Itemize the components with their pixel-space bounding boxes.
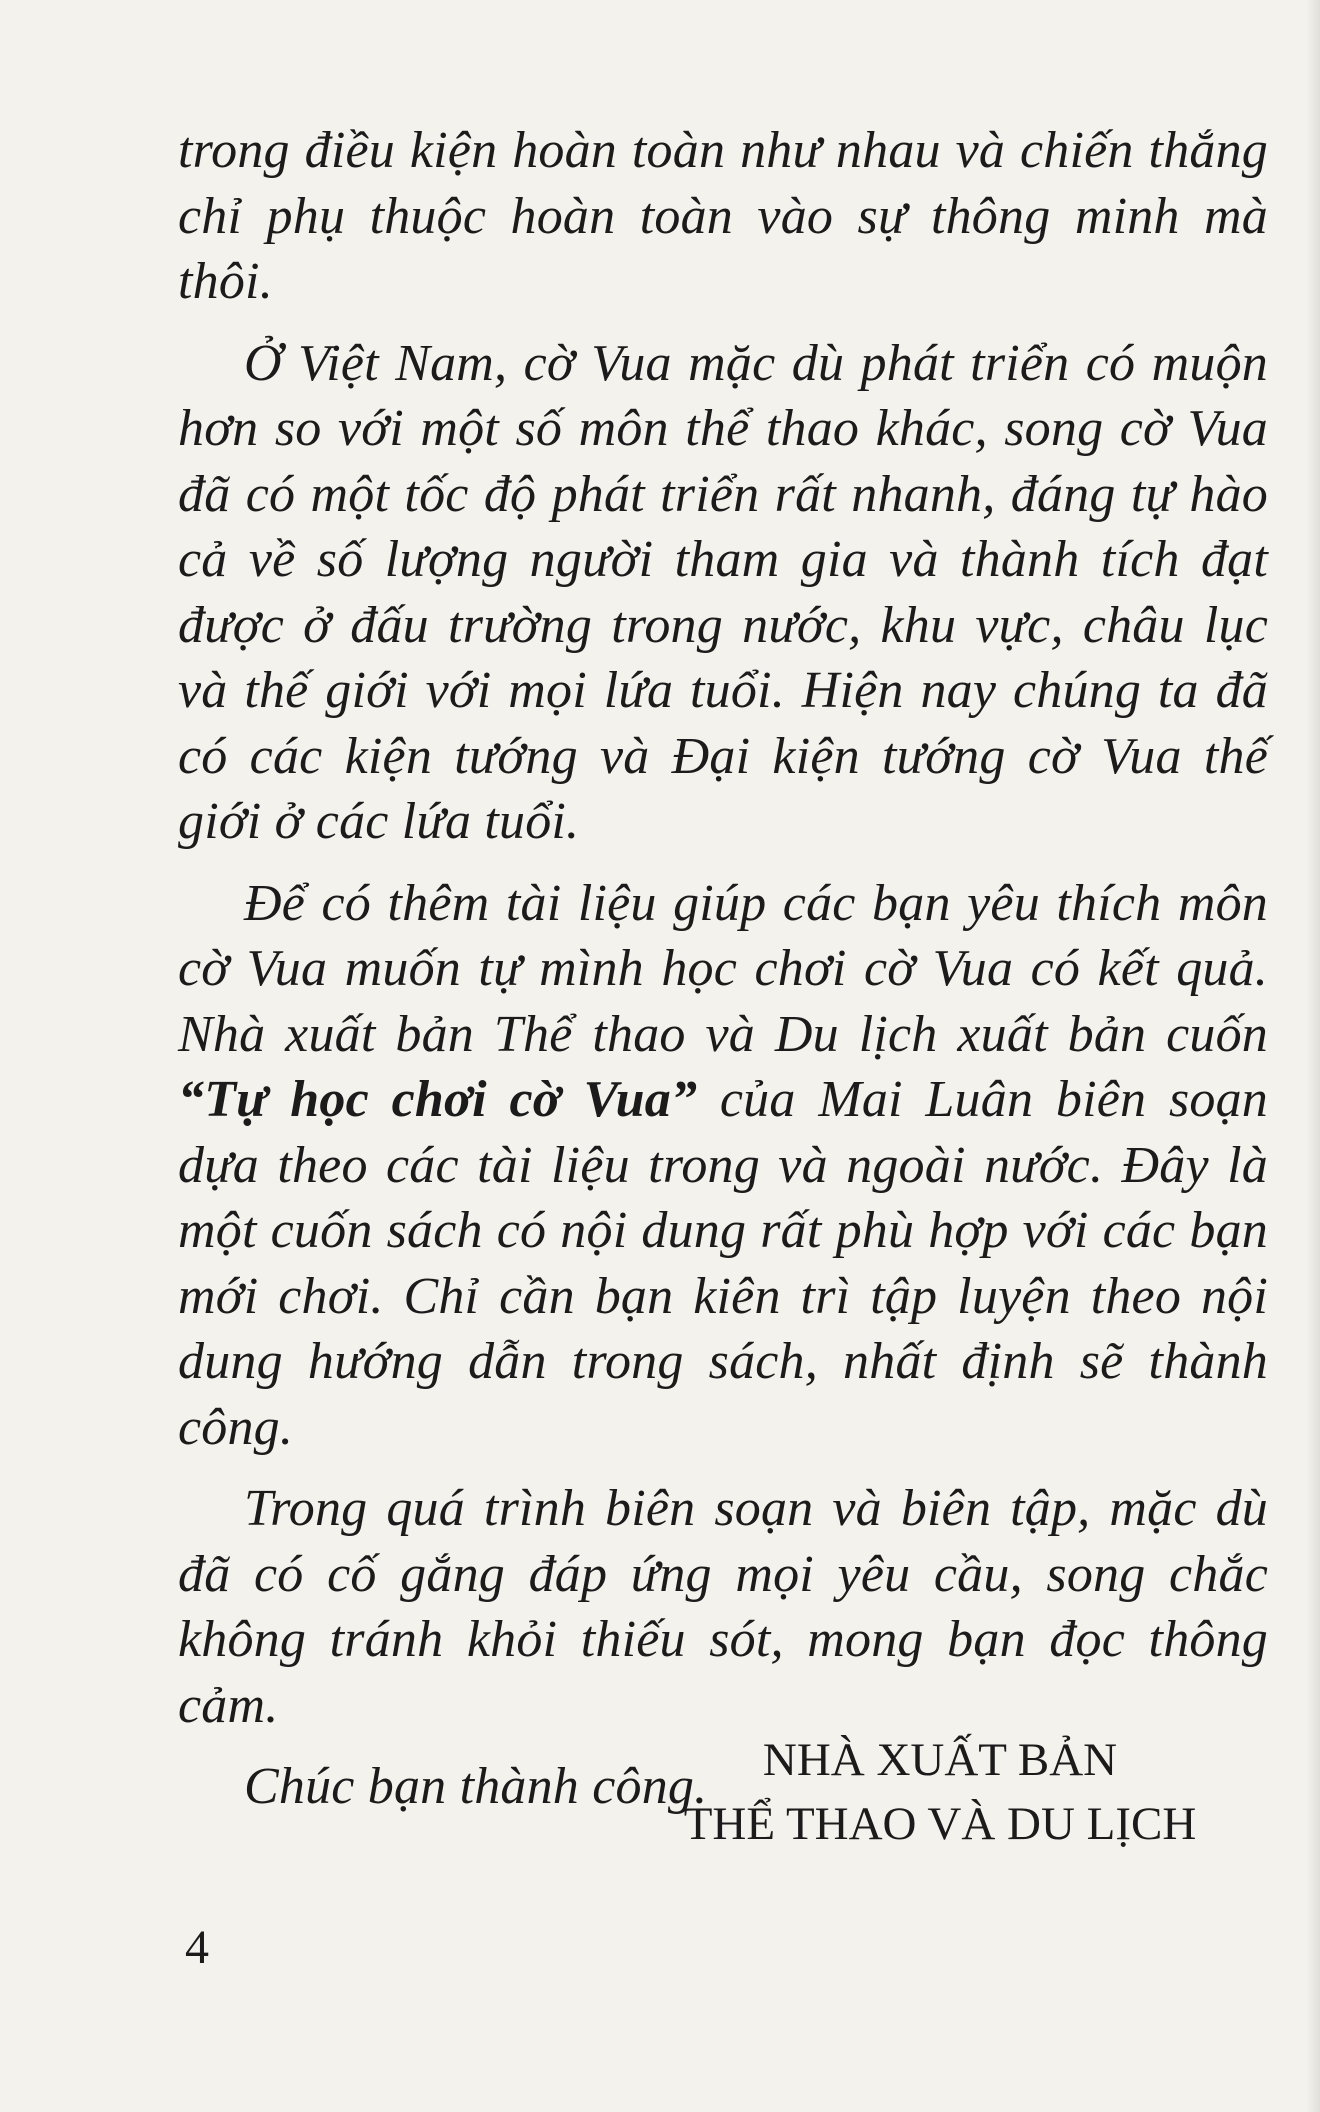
paragraph-1: trong điều kiện hoàn toàn như nhau và chiến thắng chỉ phụ thuộc hoàn toàn vào sự thông minh mà thôi. — [178, 122, 1268, 310]
page-number: 4 — [185, 1921, 209, 1974]
book-title: “Tự học chơi cờ Vua” — [178, 1071, 698, 1128]
paragraph-4: Trong quá trình biên soạn và biên tập, mặc dù đã có cố gắng đáp ứng mọi yêu cầu, song chắc không tránh khỏi thiếu sót, mong bạn đọc thông cảm. — [178, 1480, 1268, 1734]
publisher-line-2: THỂ THAO VÀ DU LỊCH — [683, 1798, 1197, 1850]
paragraph-3-intro: Để có thêm tài liệu giúp các bạn yêu thích môn cờ Vua muốn tự mình học chơi cờ Vua có kết quả. Nhà xuất bản Thể thao và Du lịch xuất bản cuốn — [178, 874, 1268, 1063]
paragraph-2: Ở Việt Nam, cờ Vua mặc dù phát triển có muộn hơn so với một số môn thể thao khác, song cờ Vua đã có một tốc độ phát triển rất nhanh, đáng tự hào cả về số lượng người tham gia và thành tích đạt được ở đấu trường trong nước, khu vực, châu lục và thế giới với mọi lứa tuổi. Hiện nay chúng ta đã có các kiện tướng và Đại kiện tướng cờ Vua thế giới ở các lứa tuổi. — [178, 334, 1268, 850]
paragraph-3 — [178, 871, 1268, 1461]
publisher-signature — [660, 1728, 1220, 1856]
paragraph-5: Chúc bạn thành công. — [244, 1758, 708, 1815]
body-text — [178, 118, 1268, 1836]
publisher-line-1: NHÀ XUẤT BẢN — [762, 1734, 1118, 1786]
paragraph-3-rest: của Mai Luân biên soạn dựa theo các tài liệu trong và ngoài nước. Đây là một cuốn sách có nội dung rất phù hợp với các bạn mới chơi. Chỉ cần bạn kiên trì tập luyện theo nội dung hướng dẫn trong sách, nhất định sẽ thành công. — [178, 1071, 1268, 1456]
